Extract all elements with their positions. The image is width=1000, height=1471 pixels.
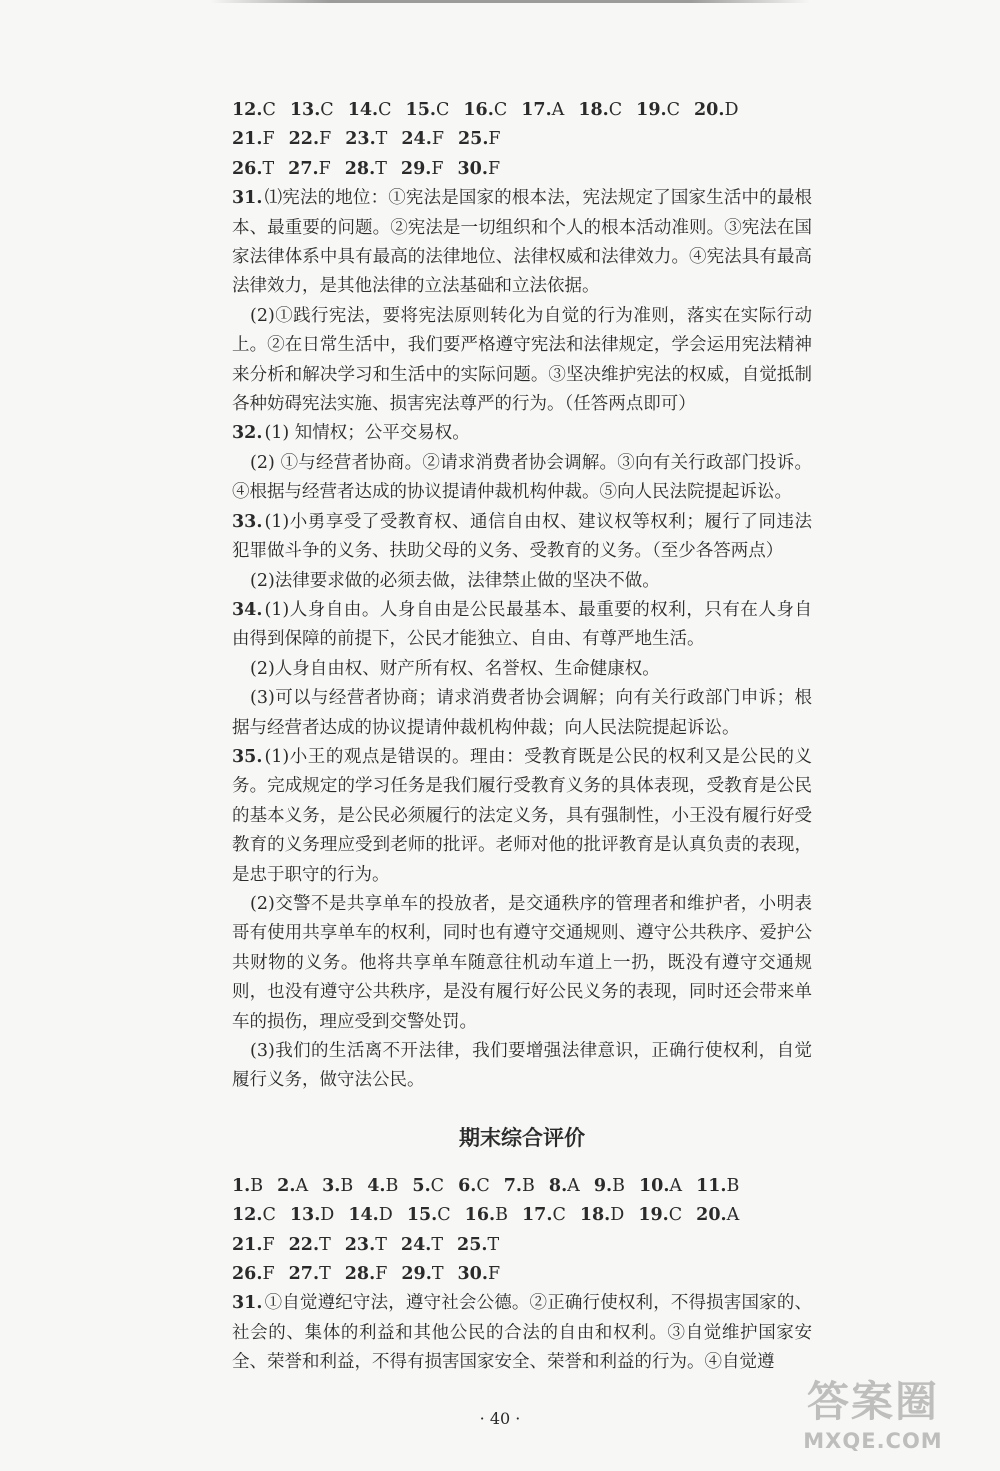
answer-value: F xyxy=(375,1264,388,1285)
answer-value: A xyxy=(567,1175,580,1196)
question-32 xyxy=(232,419,812,448)
answer-value: B xyxy=(726,1175,740,1196)
answer-number: 16. xyxy=(463,100,494,120)
answer-item xyxy=(401,1260,443,1289)
answer-item xyxy=(694,96,738,125)
answer-value: B xyxy=(522,1175,535,1196)
answer-row xyxy=(232,125,812,154)
answer-number: 6. xyxy=(458,1175,477,1196)
answer-number: 8. xyxy=(548,1175,568,1196)
answer-value: D xyxy=(320,1205,335,1226)
answer-item xyxy=(232,125,275,154)
answer-number: 10. xyxy=(638,1175,670,1196)
answer-number: 11. xyxy=(696,1175,727,1196)
watermark-url: MXQE.COM xyxy=(803,1429,943,1453)
answer-item xyxy=(232,1172,263,1201)
answer-value: T xyxy=(375,1234,387,1255)
answer-number: 30. xyxy=(457,158,488,179)
answer-item xyxy=(290,96,334,125)
answer-number: 26. xyxy=(232,1264,263,1285)
answer-value: A xyxy=(726,1205,740,1226)
answer-number: 26. xyxy=(232,158,263,179)
answer-value: A xyxy=(551,100,565,120)
answer-item xyxy=(232,1260,275,1289)
answer-value: B xyxy=(250,1175,264,1196)
answer-item xyxy=(639,1172,682,1201)
answer-item xyxy=(232,96,276,125)
answer-item xyxy=(289,125,332,154)
answer-item xyxy=(696,1172,739,1201)
answer-number: 18. xyxy=(579,1205,611,1226)
answer-value: A xyxy=(295,1175,309,1196)
answer-value: C xyxy=(262,1205,276,1226)
answer-number: 23. xyxy=(344,1234,376,1255)
answer-item xyxy=(457,1231,499,1260)
answer-page xyxy=(232,96,812,1378)
answer-value: D xyxy=(610,1205,625,1226)
answer-item xyxy=(401,1231,443,1260)
answer-item xyxy=(345,155,387,184)
answer-value: T xyxy=(319,1234,331,1255)
answer-number: 5. xyxy=(412,1175,431,1196)
question-number: 31. xyxy=(232,1293,263,1314)
answer-value: C xyxy=(476,1175,490,1196)
final-question-31-part-1: ①自觉遵纪守法，遵守社会公德。②正确行使权利，不得损害国家的、社会的、集体的利益和其他公民的合法的自由和权利。③自觉维护国家安全、荣誉和利益，不得有损害国家安全、荣誉和利益的行为。④自觉遵 xyxy=(232,1293,812,1373)
question-35 xyxy=(232,743,812,890)
answer-value: T xyxy=(319,1264,331,1285)
question-35-part-3: (3)我们的生活离不开法律，我们要增强法律意识，正确行使权利，自觉履行义务，做守法公民。 xyxy=(232,1041,812,1091)
answer-item xyxy=(465,1201,508,1230)
answer-value: C xyxy=(430,1175,445,1196)
answer-item xyxy=(401,125,444,154)
answer-row xyxy=(232,1260,812,1289)
page-number: · 40 · xyxy=(479,1409,521,1428)
answer-row xyxy=(232,1172,812,1201)
answer-item xyxy=(521,96,564,125)
question-33-part-2: (2)法律要求做的必须去做，法律禁止做的坚决不做。 xyxy=(250,570,660,591)
answer-item xyxy=(345,1260,388,1289)
answer-value: F xyxy=(319,129,332,150)
answer-number: 16. xyxy=(464,1205,496,1226)
answer-number: 29. xyxy=(400,158,432,179)
answer-value: D xyxy=(724,100,739,120)
answer-number: 13. xyxy=(289,100,321,120)
answer-number: 1. xyxy=(232,1175,251,1196)
answer-number: 2. xyxy=(277,1175,296,1196)
answer-value: T xyxy=(375,129,388,150)
answer-item xyxy=(580,1201,624,1230)
answer-value: F xyxy=(318,158,331,179)
watermark-logo xyxy=(768,1369,978,1453)
answer-row xyxy=(232,1231,812,1260)
question-34-part-2: (2)人身自由权、财产所有权、名誉权、生命健康权。 xyxy=(250,658,660,679)
answer-item xyxy=(232,155,274,184)
answer-item xyxy=(636,96,680,125)
answer-number: 21. xyxy=(232,129,263,150)
answer-item xyxy=(696,1201,739,1230)
answer-value: F xyxy=(262,1264,275,1285)
answer-item xyxy=(345,125,387,154)
answer-item xyxy=(463,96,507,125)
answer-number: 22. xyxy=(288,129,320,150)
answer-item xyxy=(407,1201,451,1230)
answer-item xyxy=(458,125,501,154)
answer-item xyxy=(232,1201,276,1230)
answer-value: C xyxy=(666,100,680,120)
question-number: 34. xyxy=(232,599,263,620)
answer-value: B xyxy=(495,1205,508,1226)
answer-number: 24. xyxy=(401,129,432,150)
answer-item xyxy=(289,1260,331,1289)
answer-item xyxy=(594,1172,625,1201)
answer-item xyxy=(406,96,450,125)
answer-number: 27. xyxy=(288,1264,320,1285)
answer-value: F xyxy=(487,158,501,179)
answer-value: F xyxy=(431,158,444,179)
answer-value: C xyxy=(608,100,623,120)
answer-item xyxy=(289,1231,331,1260)
answer-item xyxy=(458,1260,501,1289)
question-number: 31. xyxy=(232,188,263,209)
answer-number: 21. xyxy=(232,1234,263,1255)
question-34-part-3: (3)可以与经营者协商；请求消费者协会调解；向有关行政部门申诉；根据与经营者达成的协议提请仲裁机构仲裁；向人民法院提起诉讼。 xyxy=(232,688,812,738)
answer-item xyxy=(345,1231,387,1260)
answer-number: 14. xyxy=(348,1205,379,1226)
answer-value: T xyxy=(262,158,275,179)
answer-number: 30. xyxy=(457,1264,488,1285)
answer-number: 4. xyxy=(367,1175,386,1196)
question-number: 32. xyxy=(232,423,263,444)
answer-number: 9. xyxy=(593,1175,613,1196)
answer-number: 24. xyxy=(400,1234,432,1255)
answer-value: C xyxy=(552,1205,566,1226)
answer-row xyxy=(232,96,812,125)
question-34-part-1: (1)人身自由。人身自由是公民最基本、最重要的权利，只有在人身自由得到保障的前提下，公民才能独立、自由、有尊严地生活。 xyxy=(232,599,812,650)
answer-number: 3. xyxy=(322,1175,341,1196)
answer-number: 27. xyxy=(288,158,319,179)
answer-value: C xyxy=(493,100,508,120)
question-33 xyxy=(232,508,812,567)
answer-number: 23. xyxy=(345,129,376,150)
answer-value: F xyxy=(262,1234,275,1255)
answer-item xyxy=(348,96,392,125)
answer-value: T xyxy=(431,1264,444,1285)
answer-item xyxy=(458,1172,490,1201)
answer-number: 25. xyxy=(457,129,489,150)
answer-value: F xyxy=(487,1264,501,1285)
answer-value: T xyxy=(431,1234,444,1255)
answer-number: 28. xyxy=(344,158,376,179)
answer-number: 20. xyxy=(696,1205,727,1226)
answer-value: C xyxy=(437,1205,451,1226)
answer-item xyxy=(348,1201,392,1230)
answer-value: F xyxy=(262,129,275,150)
answer-value: T xyxy=(487,1234,500,1255)
answer-number: 19. xyxy=(636,100,667,120)
answer-item xyxy=(277,1172,308,1201)
answer-number: 25. xyxy=(457,1234,488,1255)
answer-value: F xyxy=(431,129,444,150)
question-number: 35. xyxy=(232,746,263,767)
answer-value: C xyxy=(668,1205,683,1226)
answer-number: 20. xyxy=(694,100,725,120)
answer-item xyxy=(412,1172,444,1201)
answer-item xyxy=(288,155,331,184)
answer-number: 15. xyxy=(406,1205,438,1226)
answer-number: 18. xyxy=(578,100,609,120)
answer-number: 14. xyxy=(347,100,379,120)
answer-item xyxy=(401,155,444,184)
answer-item xyxy=(504,1172,535,1201)
question-35-part-1: (1)小王的观点是错误的。理由：受教育既是公民的权利又是公民的义务。完成规定的学习任务是我们履行受教育义务的具体表现，受教育是公民的基本义务，是公民必须履行的法定义务，具有强制性，小王没有履行好受教育的义务理应受到老师的批评。老师对他的批评教育是认真负责的表现，是忠于职守的行为。 xyxy=(232,746,812,885)
answer-value: B xyxy=(385,1175,399,1196)
answer-row xyxy=(232,1201,812,1230)
answer-number: 13. xyxy=(289,1205,321,1226)
answer-number: 17. xyxy=(521,100,552,120)
answer-item xyxy=(290,1201,334,1230)
answer-item xyxy=(367,1172,398,1201)
answer-value: C xyxy=(435,100,450,120)
answer-item xyxy=(458,155,501,184)
final-question-31 xyxy=(232,1289,812,1377)
answer-item xyxy=(232,1231,275,1260)
question-31 xyxy=(232,184,812,302)
answer-value: B xyxy=(612,1175,625,1196)
section-title: 期末综合评价 xyxy=(459,1125,585,1150)
question-number: 33. xyxy=(232,511,263,532)
answer-number: 15. xyxy=(405,100,436,120)
answer-number: 19. xyxy=(638,1205,669,1226)
answer-number: 12. xyxy=(232,100,263,120)
answer-item xyxy=(638,1201,682,1230)
question-35-part-2: (2)交警不是共享单车的投放者，是交通秩序的管理者和维护者，小明表哥有使用共享单车的权利，同时也有遵守交通规则、遵守公共秩序、爱护公共财物的义务。他将共享单车随意往机动车道上一扔，既没有遵守交通规则，也没有遵守公共秩序，是没有履行好公民义务的表现，同时还会带来单车的损伤，理应受到交警处罚。 xyxy=(232,893,812,1032)
question-32-part-2: (2) ①与经营者协商。②请求消费者协会调解。③向有关行政部门投诉。④根据与经营者达成的协议提请仲裁机构仲裁。⑤向人民法院提起诉讼。 xyxy=(232,452,812,503)
answer-value: D xyxy=(378,1205,393,1226)
answer-item xyxy=(549,1172,580,1201)
question-34 xyxy=(232,596,812,655)
answer-item xyxy=(578,96,622,125)
answer-value: T xyxy=(375,158,387,179)
answer-number: 12. xyxy=(232,1205,263,1226)
answer-item xyxy=(322,1172,353,1201)
answer-row xyxy=(232,155,812,184)
question-31-part-1: ⑴宪法的地位：①宪法是国家的根本法，宪法规定了国家生活中的最根本、最重要的问题。②宪法是一切组织和个人的根本活动准则。③宪法在国家法律体系中具有最高的法律地位、法律权威和法律效力。④宪法具有最高法律效力，是其他法律的立法基础和立法依据。 xyxy=(232,188,812,297)
answer-value: C xyxy=(320,100,334,120)
answer-number: 7. xyxy=(503,1175,523,1196)
answer-value: C xyxy=(378,100,392,120)
watermark-text: 答案圈 xyxy=(806,1377,939,1426)
answer-value: A xyxy=(669,1175,683,1196)
answer-value: B xyxy=(340,1175,354,1196)
answer-value: F xyxy=(488,129,501,150)
question-31-part-2: (2)①践行宪法，要将宪法原则转化为自觉的行为准则，落实在实际行动上。②在日常生活中，我们要严格遵守宪法和法律规定，学会运用宪法精神来分析和解决学习和生活中的实际问题。③坚决维护宪法的权威，自觉抵制各种妨碍宪法实施、损害宪法尊严的行为。（任答两点即可） xyxy=(232,305,812,415)
top-rule xyxy=(210,0,810,3)
question-33-part-1: (1)小勇享受了受教育权、通信自由权、建议权等权利；履行了同违法犯罪做斗争的义务、扶助父母的义务、受教育的义务。（至少各答两点） xyxy=(232,511,812,562)
answer-item xyxy=(522,1201,566,1230)
answer-number: 22. xyxy=(288,1234,320,1255)
answer-value: C xyxy=(262,100,276,120)
answer-number: 29. xyxy=(401,1264,432,1285)
question-32-part-1: (1) 知情权；公平交易权。 xyxy=(264,423,470,444)
answer-number: 17. xyxy=(521,1205,553,1226)
answer-number: 28. xyxy=(344,1264,376,1285)
